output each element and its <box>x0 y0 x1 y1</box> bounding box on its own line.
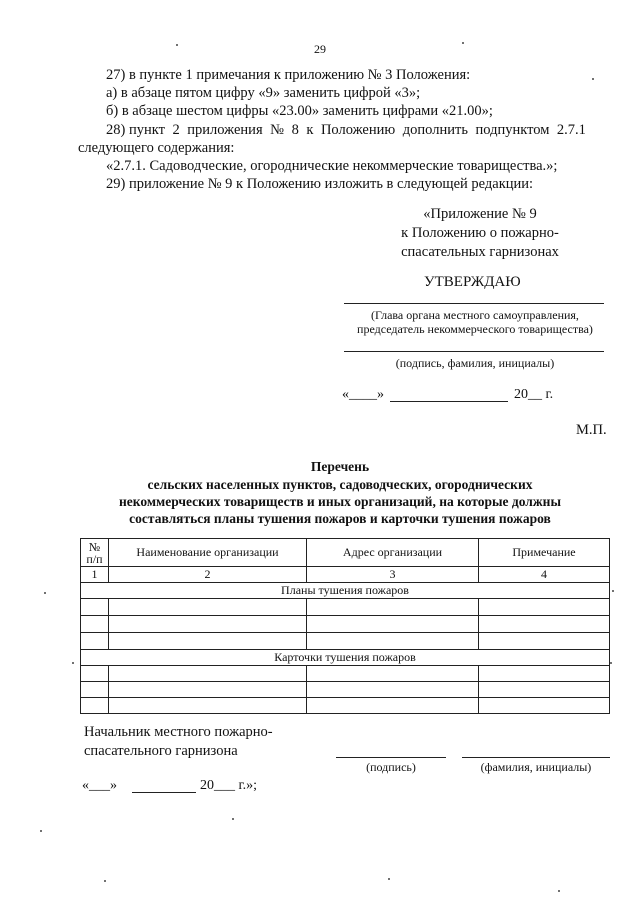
section-cards: Карточки тушения пожаров <box>81 650 610 666</box>
approve-title: УТВЕРЖДАЮ <box>424 274 521 290</box>
item-28-word: № <box>270 122 285 138</box>
chief-name-line <box>462 757 610 758</box>
table-cell <box>109 599 307 616</box>
footer-date-day: «___» <box>82 778 117 793</box>
chief-name-caption: (фамилия, инициалы) <box>480 760 592 774</box>
item-28-continuation: следующего содержания: <box>78 140 235 156</box>
header-number-line: п/п <box>86 551 103 566</box>
item-28-quote: «2.7.1. Садоводческие, огороднические некоммерческие товарищества.»; <box>106 158 558 174</box>
table-cell <box>307 633 479 650</box>
organizations-table <box>80 538 610 714</box>
table-cell <box>307 666 479 682</box>
table-cell <box>109 633 307 650</box>
table-cell <box>307 682 479 698</box>
column-number: 3 <box>307 567 479 583</box>
chief-signature-line <box>336 757 446 758</box>
table-cell <box>81 633 109 650</box>
appendix-line: к Положению о пожарно- <box>401 225 559 241</box>
item-28-word: Положению <box>320 122 396 138</box>
item-29: 29) приложение № 9 к Положению изложить в следующей редакции: <box>106 176 534 192</box>
item-28-word: приложения <box>187 122 263 138</box>
table-cell <box>109 682 307 698</box>
column-number-row <box>81 567 610 583</box>
table-row <box>81 616 610 633</box>
column-number: 2 <box>109 567 307 583</box>
item-28 <box>106 121 586 139</box>
table-cell <box>307 599 479 616</box>
appendix-line: «Приложение № 9 <box>423 206 537 222</box>
table-cell <box>479 633 610 650</box>
scan-speck <box>462 42 464 44</box>
table-cell <box>81 698 109 714</box>
item-28-word: 8 <box>291 122 299 138</box>
list-subtitle-2: некоммерческих товариществ и иных организаций, на которые должны <box>118 494 561 509</box>
item-28-word: 28) пункт <box>106 122 165 138</box>
header-address: Адрес организации <box>307 539 479 567</box>
table-cell <box>479 682 610 698</box>
item-27b: б) в абзаце шестом цифры «23.00» заменить цифрами «21.00»; <box>106 103 493 119</box>
list-title: Перечень <box>310 459 370 474</box>
chief-signature-caption: (подпись) <box>366 760 416 774</box>
scan-speck <box>104 880 106 882</box>
table-cell <box>109 616 307 633</box>
header-number-line: № <box>88 539 101 554</box>
table-cell <box>109 666 307 682</box>
table-cell <box>81 616 109 633</box>
table-cell <box>81 682 109 698</box>
appendix-line: спасательных гарнизонах <box>401 244 559 260</box>
item-28-word: 2.7.1 <box>556 122 586 138</box>
table-cell <box>81 666 109 682</box>
approver-line <box>344 303 604 304</box>
signature-caption: (подпись, фамилия, инициалы) <box>395 356 555 370</box>
column-number: 1 <box>81 567 109 583</box>
scan-speck <box>612 590 614 592</box>
chief-title-2: спасательного гарнизона <box>84 743 238 759</box>
list-subtitle-3: составляться планы тушения пожаров и карточки тушения пожаров <box>129 511 551 526</box>
approval-date-year: 20__ г. <box>514 387 554 402</box>
table-cell <box>307 698 479 714</box>
table-row <box>81 666 610 682</box>
table-header-row <box>81 539 610 567</box>
approval-date-day: «____» <box>342 387 384 402</box>
signature-line <box>344 351 604 352</box>
footer-date-month-line <box>132 792 196 793</box>
item-27: 27) в пункте 1 примечания к приложению № 3 Положения: <box>106 67 471 83</box>
table-cell <box>479 616 610 633</box>
stamp-label: М.П. <box>576 422 607 438</box>
approval-date-month-line <box>390 401 508 402</box>
item-27a: а) в абзаце пятом цифру «9» заменить цифрой «3»; <box>106 85 421 101</box>
approver-caption-2: председатель некоммерческого товарищества) <box>357 322 593 336</box>
page-number: 29 <box>314 42 326 56</box>
table-cell <box>109 698 307 714</box>
table-cell <box>81 599 109 616</box>
scan-speck <box>558 890 560 892</box>
item-28-word: 2 <box>172 122 180 138</box>
header-name: Наименование организации <box>109 539 307 567</box>
column-number: 4 <box>479 567 610 583</box>
scan-speck <box>610 662 612 664</box>
header-note: Примечание <box>479 539 610 567</box>
item-28-word: подпунктом <box>475 122 550 138</box>
chief-title-1: Начальник местного пожарно- <box>84 724 273 740</box>
scan-speck <box>388 878 390 880</box>
list-subtitle-1: сельских населенных пунктов, садоводческих, огороднических <box>147 477 533 492</box>
appendix-header <box>380 205 580 262</box>
item-28-word: к <box>306 122 314 138</box>
header-number <box>81 539 109 567</box>
section-row <box>81 650 610 666</box>
item-28-word: дополнить <box>402 122 468 138</box>
table-cell <box>479 666 610 682</box>
table-cell <box>307 616 479 633</box>
scan-speck <box>40 830 42 832</box>
table-cell <box>479 698 610 714</box>
table-cell <box>479 599 610 616</box>
scan-speck <box>176 44 178 46</box>
section-plans: Планы тушения пожаров <box>81 583 610 599</box>
scan-speck <box>232 818 234 820</box>
section-row <box>81 583 610 599</box>
scan-speck <box>72 662 74 664</box>
approver-caption-1: (Глава органа местного самоуправления, <box>371 308 579 322</box>
table-row <box>81 633 610 650</box>
table-row <box>81 698 610 714</box>
scan-speck <box>592 78 594 80</box>
table-row <box>81 599 610 616</box>
table-row <box>81 682 610 698</box>
scan-speck <box>44 592 46 594</box>
footer-date-year: 20___ г.»; <box>200 778 258 793</box>
